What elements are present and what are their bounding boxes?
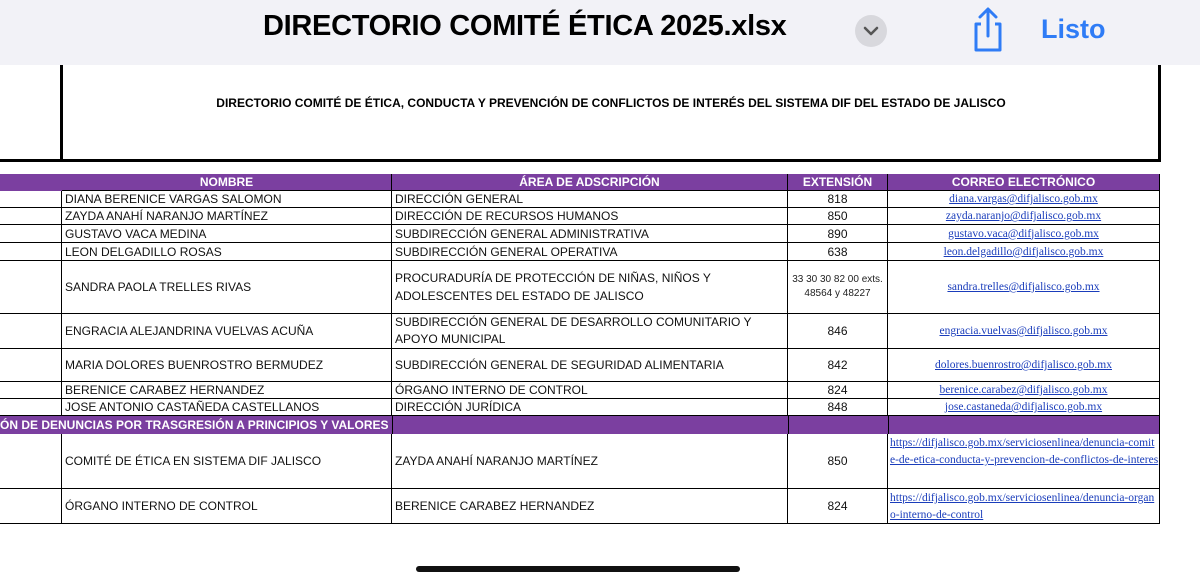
- title-box-bottom-border: [0, 159, 1161, 162]
- section-divider: [888, 416, 889, 434]
- row-gutter: [0, 349, 62, 382]
- cell-ext[interactable]: 890: [788, 225, 888, 243]
- cell-area[interactable]: SUBDIRECCIÓN GENERAL DE SEGURIDAD ALIMENTARIA: [392, 349, 788, 382]
- cell-mail[interactable]: [888, 191, 1160, 208]
- cell-ext[interactable]: 33 30 30 82 00 exts. 48564 y 48227: [788, 261, 888, 314]
- done-button[interactable]: Listo: [1041, 14, 1106, 44]
- cell-ext[interactable]: 824: [788, 382, 888, 399]
- header-cell-blank: [0, 174, 62, 191]
- table-row: [0, 191, 1160, 208]
- cell-name[interactable]: MARIA DOLORES BUENROSTRO BERMUDEZ: [62, 349, 392, 382]
- cell-mail[interactable]: [888, 261, 1160, 314]
- email-link[interactable]: jose.castaneda@difjalisco.gob.mx: [944, 401, 1103, 413]
- email-link[interactable]: berenice.carabez@difjalisco.gob.mx: [939, 384, 1108, 396]
- header-row: [0, 174, 1160, 191]
- cell-area[interactable]: SUBDIRECCIÓN GENERAL OPERATIVA: [392, 243, 788, 261]
- cell-name[interactable]: SANDRA PAOLA TRELLES RIVAS: [62, 261, 392, 314]
- cell-mail[interactable]: [888, 243, 1160, 261]
- complaint-link[interactable]: https://difjalisco.gob.mx/serviciosenlinea/denuncia-comite-de-etica-conducta-y-prevencion-de-conflictos-de-interes: [888, 434, 1160, 489]
- table-row: [0, 314, 1160, 349]
- cell-area[interactable]: SUBDIRECCIÓN GENERAL ADMINISTRATIVA: [392, 225, 788, 243]
- cell-ext[interactable]: 846: [788, 314, 888, 349]
- row-gutter: [0, 434, 62, 489]
- cell-name[interactable]: DIANA BERENICE VARGAS SALOMON: [62, 191, 392, 208]
- title-box-right-border: [1158, 65, 1161, 161]
- table-row: [0, 349, 1160, 382]
- cell-area[interactable]: SUBDIRECCIÓN GENERAL DE DESARROLLO COMUNITARIO Y APOYO MUNICIPAL: [392, 314, 788, 349]
- cell-ext[interactable]: 850: [788, 434, 888, 489]
- complaint-link[interactable]: https://difjalisco.gob.mx/serviciosenlinea/denuncia-organo-interno-de-control: [888, 489, 1160, 524]
- cell-ext[interactable]: 848: [788, 399, 888, 416]
- email-link[interactable]: dolores.buenrostro@difjalisco.gob.mx: [935, 359, 1112, 371]
- row-gutter: [0, 399, 62, 416]
- email-link[interactable]: sandra.trelles@difjalisco.gob.mx: [947, 281, 1100, 293]
- share-icon: [968, 6, 1008, 54]
- cell-mail[interactable]: [888, 314, 1160, 349]
- title-menu-button[interactable]: [855, 15, 887, 47]
- email-link[interactable]: diana.vargas@difjalisco.gob.mx: [949, 193, 1098, 205]
- email-link[interactable]: engracia.vuelvas@difjalisco.gob.mx: [939, 325, 1108, 337]
- title-box-left-border: [60, 65, 63, 161]
- section-header: [0, 416, 1160, 434]
- cell-area[interactable]: PROCURADURÍA DE PROTECCIÓN DE NIÑAS, NIÑOS Y ADOLESCENTES DEL ESTADO DE JALISCO: [392, 261, 788, 314]
- sheet-title: DIRECTORIO COMITÉ DE ÉTICA, CONDUCTA Y PREVENCIÓN DE CONFLICTOS DE INTERÉS DEL SISTEMA DIF DEL ESTADO DE JALISCO: [216, 96, 1006, 110]
- section-divider: [392, 416, 393, 434]
- table-row: [0, 261, 1160, 314]
- row-gutter: [0, 243, 62, 261]
- row-gutter: [0, 489, 62, 524]
- cell-name[interactable]: LEON DELGADILLO ROSAS: [62, 243, 392, 261]
- row-gutter: [0, 314, 62, 349]
- cell-name[interactable]: ENGRACIA ALEJANDRINA VUELVAS ACUÑA: [62, 314, 392, 349]
- complaint-row: [0, 434, 1160, 489]
- section-divider: [1159, 416, 1160, 434]
- cell-mail[interactable]: [888, 208, 1160, 225]
- cell-ext[interactable]: 842: [788, 349, 888, 382]
- cell-name[interactable]: GUSTAVO VACA MEDINA: [62, 225, 392, 243]
- cell-mail[interactable]: [888, 399, 1160, 416]
- table-row: [0, 208, 1160, 225]
- table-row: [0, 243, 1160, 261]
- cell-ext[interactable]: 818: [788, 191, 888, 208]
- cell-mail[interactable]: [888, 349, 1160, 382]
- top-bar: [0, 0, 1200, 65]
- email-link[interactable]: gustavo.vaca@difjalisco.gob.mx: [948, 227, 1099, 240]
- header-area[interactable]: ÁREA DE ADSCRIPCIÓN: [392, 174, 788, 191]
- cell-name[interactable]: BERENICE CARABEZ HERNANDEZ: [62, 382, 392, 399]
- cell-mail[interactable]: [888, 225, 1160, 243]
- cell-area[interactable]: ÓRGANO INTERNO DE CONTROL: [392, 382, 788, 399]
- home-indicator[interactable]: [416, 566, 740, 572]
- cell-name[interactable]: ÓRGANO INTERNO DE CONTROL: [62, 489, 392, 524]
- cell-contact[interactable]: ZAYDA ANAHÍ NARANJO MARTÍNEZ: [392, 434, 788, 489]
- cell-name[interactable]: JOSE ANTONIO CASTAÑEDA CASTELLANOS: [62, 399, 392, 416]
- row-gutter: [0, 261, 62, 314]
- cell-mail[interactable]: [888, 382, 1160, 399]
- email-link[interactable]: leon.delgadillo@difjalisco.gob.mx: [943, 245, 1104, 258]
- header-name[interactable]: NOMBRE: [62, 174, 392, 191]
- cell-area[interactable]: DIRECCIÓN GENERAL: [392, 191, 788, 208]
- share-button[interactable]: [968, 6, 1008, 54]
- row-gutter: [0, 191, 62, 208]
- cell-ext[interactable]: 824: [788, 489, 888, 524]
- row-gutter: [0, 382, 62, 399]
- header-ext[interactable]: EXTENSIÓN: [788, 174, 888, 191]
- chevron-down-icon: [863, 25, 879, 37]
- cell-name[interactable]: ZAYDA ANAHÍ NARANJO MARTÍNEZ: [62, 208, 392, 225]
- cell-name[interactable]: COMITÉ DE ÉTICA EN SISTEMA DIF JALISCO: [62, 434, 392, 489]
- table-row: [0, 382, 1160, 399]
- header-mail[interactable]: CORREO ELECTRÓNICO: [888, 174, 1160, 191]
- section-title[interactable]: ÓN DE DENUNCIAS POR TRASGRESIÓN A PRINCIPIOS Y VALORES: [0, 418, 389, 432]
- email-link[interactable]: zayda.naranjo@difjalisco.gob.mx: [945, 210, 1102, 222]
- cell-ext[interactable]: 638: [788, 243, 888, 261]
- complaint-row: [0, 489, 1160, 524]
- cell-ext[interactable]: 850: [788, 208, 888, 225]
- table-row: [0, 399, 1160, 416]
- section-divider: [788, 416, 789, 434]
- table-row: [0, 225, 1160, 243]
- cell-contact[interactable]: BERENICE CARABEZ HERNANDEZ: [392, 489, 788, 524]
- row-gutter: [0, 225, 62, 243]
- file-title: DIRECTORIO COMITÉ ÉTICA 2025.xlsx: [263, 10, 787, 42]
- cell-area[interactable]: DIRECCIÓN DE RECURSOS HUMANOS: [392, 208, 788, 225]
- cell-area[interactable]: DIRECCIÓN JURÍDICA: [392, 399, 788, 416]
- row-gutter: [0, 208, 62, 225]
